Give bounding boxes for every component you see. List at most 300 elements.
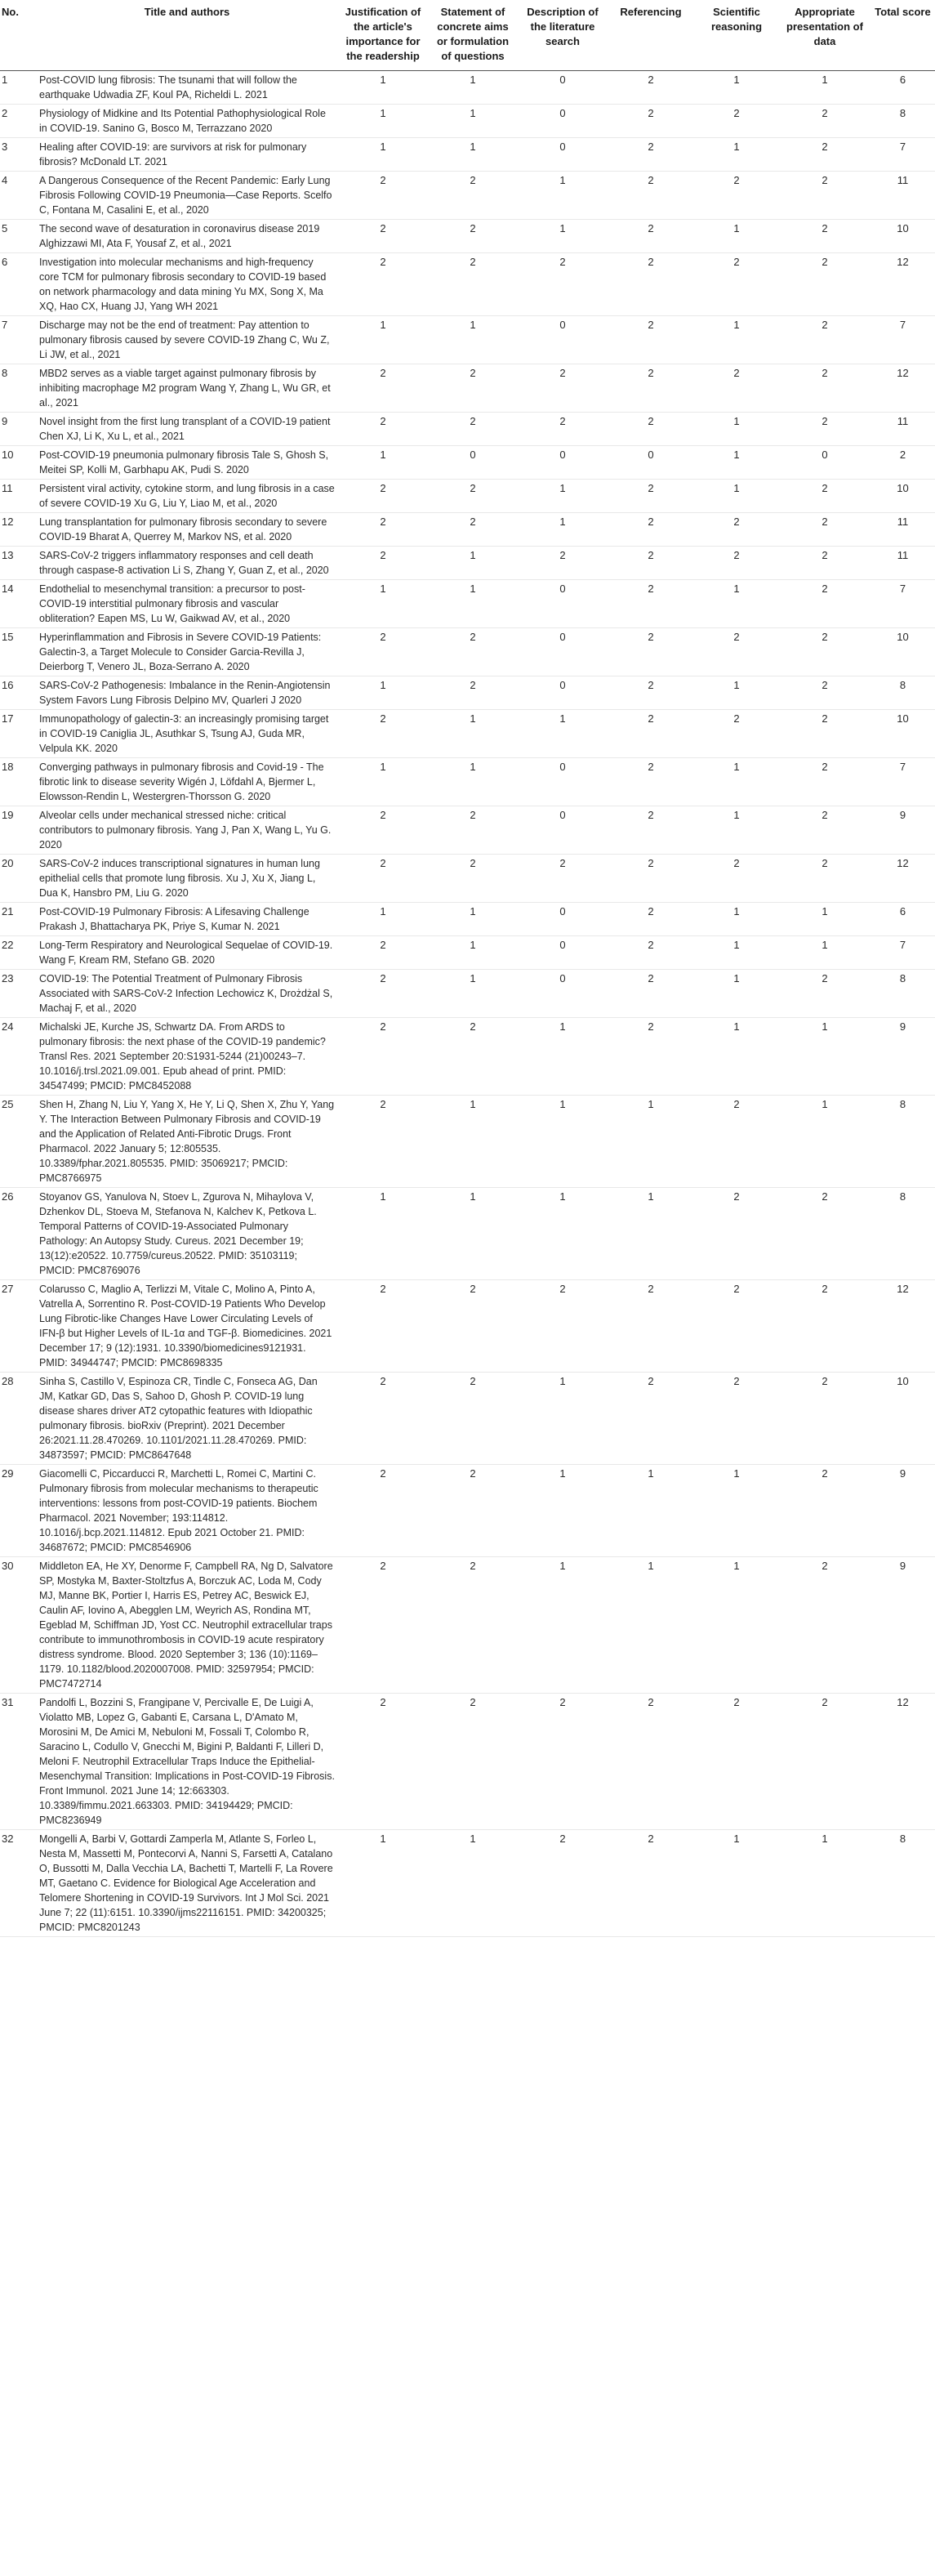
total-score: 12 <box>870 253 935 316</box>
article-title-authors: Converging pathways in pulmonary fibrosis and Covid-19 - The fibrotic link to disease severity Wigén J, Löfdahl A, Bjermer L, Elowsson-Rendin L, Westergren-Thorsson G. 2020 <box>36 758 338 806</box>
header-justification: Justification of the article's importance for the readership <box>338 0 428 71</box>
referencing-score: 2 <box>608 480 694 513</box>
referencing-score: 1 <box>608 1096 694 1188</box>
literature-score: 0 <box>518 446 608 480</box>
referencing-score: 2 <box>608 547 694 580</box>
referencing-score: 2 <box>608 513 694 547</box>
referencing-score: 2 <box>608 1280 694 1373</box>
row-number: 32 <box>0 1830 36 1937</box>
total-score: 7 <box>870 316 935 364</box>
aims-score: 1 <box>428 758 518 806</box>
row-number: 31 <box>0 1694 36 1830</box>
article-title-authors: Persistent viral activity, cytokine storm, and lung fibrosis in a case of severe COVID-19 Xu G, Liu Y, Liao M, et al., 2020 <box>36 480 338 513</box>
total-score: 7 <box>870 936 935 970</box>
presentation-score: 1 <box>779 1018 870 1096</box>
literature-score: 2 <box>518 855 608 903</box>
justification-score: 2 <box>338 220 428 253</box>
justification-score: 2 <box>338 1373 428 1465</box>
table-row <box>0 628 935 676</box>
referencing-score: 2 <box>608 970 694 1018</box>
total-score: 10 <box>870 710 935 758</box>
row-number: 12 <box>0 513 36 547</box>
justification-score: 2 <box>338 806 428 855</box>
article-title-authors: SARS-CoV-2 triggers inflammatory responses and cell death through caspase-8 activation Li S, Zhang Y, Guan Z, et al., 2020 <box>36 547 338 580</box>
total-score: 12 <box>870 364 935 413</box>
aims-score: 1 <box>428 970 518 1018</box>
referencing-score: 2 <box>608 1373 694 1465</box>
total-score: 12 <box>870 1694 935 1830</box>
presentation-score: 2 <box>779 513 870 547</box>
referencing-score: 2 <box>608 1830 694 1937</box>
scientific-score: 1 <box>694 580 779 628</box>
presentation-score: 2 <box>779 1188 870 1280</box>
aims-score: 2 <box>428 1557 518 1694</box>
justification-score: 2 <box>338 413 428 446</box>
article-title-authors: Post-COVID lung fibrosis: The tsunami that will follow the earthquake Udwadia ZF, Koul PA, Richeldi L. 2021 <box>36 71 338 105</box>
row-number: 5 <box>0 220 36 253</box>
scientific-score: 1 <box>694 806 779 855</box>
justification-score: 1 <box>338 446 428 480</box>
table-row <box>0 936 935 970</box>
total-score: 8 <box>870 1188 935 1280</box>
aims-score: 2 <box>428 172 518 220</box>
row-number: 1 <box>0 71 36 105</box>
literature-score: 0 <box>518 628 608 676</box>
article-title-authors: Long-Term Respiratory and Neurological Sequelae of COVID-19. Wang F, Kream RM, Stefano GB. 2020 <box>36 936 338 970</box>
table-row <box>0 855 935 903</box>
aims-score: 2 <box>428 1280 518 1373</box>
total-score: 11 <box>870 547 935 580</box>
table-row <box>0 172 935 220</box>
scientific-score: 1 <box>694 316 779 364</box>
table-row <box>0 1465 935 1557</box>
row-number: 3 <box>0 138 36 172</box>
justification-score: 2 <box>338 936 428 970</box>
aims-score: 1 <box>428 936 518 970</box>
header-row <box>0 0 935 71</box>
justification-score: 1 <box>338 1830 428 1937</box>
article-title-authors: A Dangerous Consequence of the Recent Pandemic: Early Lung Fibrosis Following COVID-19 Pneumonia—Case Reports. Scelfo C, Fontana M, Casalini E, et al., 2020 <box>36 172 338 220</box>
referencing-score: 2 <box>608 1018 694 1096</box>
row-number: 16 <box>0 676 36 710</box>
total-score: 9 <box>870 1465 935 1557</box>
table-row <box>0 220 935 253</box>
justification-score: 2 <box>338 480 428 513</box>
total-score: 8 <box>870 1830 935 1937</box>
presentation-score: 2 <box>779 413 870 446</box>
referencing-score: 2 <box>608 172 694 220</box>
scientific-score: 2 <box>694 1096 779 1188</box>
presentation-score: 2 <box>779 105 870 138</box>
referencing-score: 2 <box>608 220 694 253</box>
scientific-score: 2 <box>694 547 779 580</box>
total-score: 6 <box>870 71 935 105</box>
referencing-score: 1 <box>608 1188 694 1280</box>
literature-score: 0 <box>518 138 608 172</box>
literature-score: 0 <box>518 758 608 806</box>
article-title-authors: Alveolar cells under mechanical stressed niche: critical contributors to pulmonary fibrosis. Yang J, Pan X, Wang L, Yu G. 2020 <box>36 806 338 855</box>
total-score: 2 <box>870 446 935 480</box>
presentation-score: 2 <box>779 172 870 220</box>
row-number: 17 <box>0 710 36 758</box>
justification-score: 2 <box>338 1018 428 1096</box>
row-number: 22 <box>0 936 36 970</box>
aims-score: 1 <box>428 1830 518 1937</box>
table-row <box>0 253 935 316</box>
article-title-authors: Shen H, Zhang N, Liu Y, Yang X, He Y, Li Q, Shen X, Zhu Y, Yang Y. The Interaction Between Pulmonary Fibrosis and COVID-19 and the Application of Related Anti-Fibrotic Drugs. Front Pharmacol. 2022 January 5; 12:805535. 10.3389/fphar.2021.805535. PMID: 35069217; PMCID: PMC8766975 <box>36 1096 338 1188</box>
total-score: 10 <box>870 1373 935 1465</box>
literature-score: 2 <box>518 413 608 446</box>
header-aims: Statement of concrete aims or formulation of questions <box>428 0 518 71</box>
presentation-score: 2 <box>779 220 870 253</box>
literature-score: 1 <box>518 1096 608 1188</box>
presentation-score: 2 <box>779 710 870 758</box>
presentation-score: 2 <box>779 806 870 855</box>
justification-score: 2 <box>338 710 428 758</box>
aims-score: 1 <box>428 1188 518 1280</box>
scientific-score: 2 <box>694 710 779 758</box>
literature-score: 1 <box>518 1373 608 1465</box>
article-title-authors: Discharge may not be the end of treatment: Pay attention to pulmonary fibrosis caused by severe COVID-19 Zhang C, Wu Z, Li JW, et al., 2021 <box>36 316 338 364</box>
presentation-score: 1 <box>779 936 870 970</box>
article-title-authors: Colarusso C, Maglio A, Terlizzi M, Vitale C, Molino A, Pinto A, Vatrella A, Sorrentino R. Post-COVID-19 Patients Who Develop Lung Fibrotic-like Changes Have Lower Circulating Levels of IFN-β but Higher Levels of IL-1α and TGF-β. Biomedicines. 2021 December 17; 9 (12):1931. 10.3390/biomedicines9121931. PMID: 34944747; PMCID: PMC8698335 <box>36 1280 338 1373</box>
justification-score: 1 <box>338 1188 428 1280</box>
aims-score: 2 <box>428 253 518 316</box>
presentation-score: 2 <box>779 580 870 628</box>
article-title-authors: Middleton EA, He XY, Denorme F, Campbell RA, Ng D, Salvatore SP, Mostyka M, Baxter-Stoltzfus A, Borczuk AC, Loda M, Cody MJ, Manne BK, Portier I, Harris ES, Petrey AC, Beswick EJ, Caulin AF, Iovino A, Abegglen LM, Weyrich AS, Rondina MT, Egeblad M, Schiffman JD, Yost CC. Neutrophil extracellular traps contribute to immunothrombosis in COVID-19 acute respiratory distress syndrome. Blood. 2020 September 3; 136 (10):1169–1179. 10.1182/blood.2020007008. PMID: 32597954; PMCID: PMC7472714 <box>36 1557 338 1694</box>
article-title-authors: Hyperinflammation and Fibrosis in Severe COVID-19 Patients: Galectin-3, a Target Molecule to Consider Garcia-Revilla J, Deierborg T, Venero JL, Boza-Serrano A. 2020 <box>36 628 338 676</box>
total-score: 10 <box>870 480 935 513</box>
scientific-score: 1 <box>694 1557 779 1694</box>
scientific-score: 2 <box>694 105 779 138</box>
aims-score: 2 <box>428 855 518 903</box>
referencing-score: 2 <box>608 710 694 758</box>
article-title-authors: Giacomelli C, Piccarducci R, Marchetti L, Romei C, Martini C. Pulmonary fibrosis from molecular mechanisms to therapeutic interventions: lessons from post-COVID-19 patients. Biochem Pharmacol. 2021 November; 193:114812. 10.1016/j.bcp.2021.114812. Epub 2021 October 21. PMID: 34687672; PMCID: PMC8546906 <box>36 1465 338 1557</box>
justification-score: 2 <box>338 253 428 316</box>
referencing-score: 2 <box>608 413 694 446</box>
aims-score: 1 <box>428 1096 518 1188</box>
total-score: 8 <box>870 1096 935 1188</box>
referencing-score: 2 <box>608 758 694 806</box>
scientific-score: 1 <box>694 220 779 253</box>
scientific-score: 1 <box>694 71 779 105</box>
literature-score: 0 <box>518 676 608 710</box>
presentation-score: 0 <box>779 446 870 480</box>
scientific-score: 2 <box>694 172 779 220</box>
literature-score: 0 <box>518 580 608 628</box>
aims-score: 2 <box>428 220 518 253</box>
literature-score: 1 <box>518 480 608 513</box>
header-presentation: Appropriate presentation of data <box>779 0 870 71</box>
header-total: Total score <box>870 0 935 71</box>
justification-score: 2 <box>338 1465 428 1557</box>
presentation-score: 1 <box>779 71 870 105</box>
literature-score: 1 <box>518 1465 608 1557</box>
article-title-authors: MBD2 serves as a viable target against pulmonary fibrosis by inhibiting macrophage M2 program Wang Y, Zhang L, Wu GR, et al., 2021 <box>36 364 338 413</box>
justification-score: 2 <box>338 1557 428 1694</box>
total-score: 7 <box>870 758 935 806</box>
scientific-score: 2 <box>694 1280 779 1373</box>
article-title-authors: Sinha S, Castillo V, Espinoza CR, Tindle C, Fonseca AG, Dan JM, Katkar GD, Das S, Sahoo D, Ghosh P. COVID-19 lung disease shares driver AT2 cytopathic features with Idiopathic pulmonary fibrosis. bioRxiv (Preprint). 2021 December 26:2021.11.28.470269. 10.1101/2021.11.28.470269. PMID: 34873597; PMCID: PMC8647648 <box>36 1373 338 1465</box>
referencing-score: 1 <box>608 1465 694 1557</box>
referencing-score: 2 <box>608 138 694 172</box>
literature-score: 1 <box>518 1018 608 1096</box>
aims-score: 2 <box>428 413 518 446</box>
literature-score: 1 <box>518 220 608 253</box>
referencing-score: 2 <box>608 71 694 105</box>
total-score: 9 <box>870 1557 935 1694</box>
table-row <box>0 1018 935 1096</box>
justification-score: 2 <box>338 628 428 676</box>
header-scientific: Scientific reasoning <box>694 0 779 71</box>
table-row <box>0 513 935 547</box>
aims-score: 1 <box>428 71 518 105</box>
article-title-authors: Mongelli A, Barbi V, Gottardi Zamperla M, Atlante S, Forleo L, Nesta M, Massetti M, Pontecorvi A, Nanni S, Farsetti A, Catalano O, Bussotti M, Dalla Vecchia LA, Bachetti T, Martelli F, La Rovere MT, Gaetano C. Evidence for Biological Age Acceleration and Telomere Shortening in COVID-19 Survivors. Int J Mol Sci. 2021 June 7; 22 (11):6151. 10.3390/ijms22116151. PMID: 34200325; PMCID: PMC8201243 <box>36 1830 338 1937</box>
total-score: 12 <box>870 1280 935 1373</box>
article-title-authors: COVID-19: The Potential Treatment of Pulmonary Fibrosis Associated with SARS-CoV-2 Infection Lechowicz K, Drożdżal S, Machaj F, et al., 2020 <box>36 970 338 1018</box>
row-number: 30 <box>0 1557 36 1694</box>
aims-score: 1 <box>428 138 518 172</box>
literature-score: 2 <box>518 364 608 413</box>
article-title-authors: Lung transplantation for pulmonary fibrosis secondary to severe COVID-19 Bharat A, Querrey M, Markov NS, et al. 2020 <box>36 513 338 547</box>
scientific-score: 2 <box>694 855 779 903</box>
literature-score: 1 <box>518 172 608 220</box>
justification-score: 1 <box>338 676 428 710</box>
scientific-score: 2 <box>694 1188 779 1280</box>
presentation-score: 2 <box>779 1280 870 1373</box>
table-row <box>0 903 935 936</box>
row-number: 18 <box>0 758 36 806</box>
justification-score: 2 <box>338 1280 428 1373</box>
aims-score: 2 <box>428 364 518 413</box>
scientific-score: 1 <box>694 446 779 480</box>
literature-score: 1 <box>518 1557 608 1694</box>
literature-score: 0 <box>518 316 608 364</box>
scientific-score: 2 <box>694 1373 779 1465</box>
table-row <box>0 1280 935 1373</box>
row-number: 21 <box>0 903 36 936</box>
aims-score: 2 <box>428 480 518 513</box>
row-number: 8 <box>0 364 36 413</box>
total-score: 9 <box>870 1018 935 1096</box>
literature-score: 1 <box>518 1188 608 1280</box>
total-score: 7 <box>870 138 935 172</box>
presentation-score: 1 <box>779 903 870 936</box>
justification-score: 1 <box>338 580 428 628</box>
row-number: 24 <box>0 1018 36 1096</box>
aims-score: 1 <box>428 903 518 936</box>
presentation-score: 2 <box>779 364 870 413</box>
total-score: 9 <box>870 806 935 855</box>
header-no: No. <box>0 0 36 71</box>
referencing-score: 2 <box>608 580 694 628</box>
row-number: 28 <box>0 1373 36 1465</box>
article-title-authors: Michalski JE, Kurche JS, Schwartz DA. From ARDS to pulmonary fibrosis: the next phase of the COVID-19 pandemic? Transl Res. 2021 September 20:S1931-5244 (21)00243–7. 10.1016/j.trsl.2021.09.001. Epub ahead of print. PMID: 34547499; PMCID: PMC8452088 <box>36 1018 338 1096</box>
row-number: 19 <box>0 806 36 855</box>
row-number: 6 <box>0 253 36 316</box>
scientific-score: 2 <box>694 253 779 316</box>
aims-score: 2 <box>428 676 518 710</box>
table-row <box>0 580 935 628</box>
scientific-score: 1 <box>694 936 779 970</box>
header-literature: Description of the literature search <box>518 0 608 71</box>
scientific-score: 2 <box>694 513 779 547</box>
referencing-score: 2 <box>608 936 694 970</box>
justification-score: 1 <box>338 105 428 138</box>
presentation-score: 2 <box>779 1557 870 1694</box>
presentation-score: 1 <box>779 1096 870 1188</box>
literature-score: 2 <box>518 547 608 580</box>
justification-score: 2 <box>338 1096 428 1188</box>
referencing-score: 2 <box>608 105 694 138</box>
justification-score: 1 <box>338 903 428 936</box>
table-row <box>0 1694 935 1830</box>
table-row <box>0 446 935 480</box>
table-row <box>0 1096 935 1188</box>
row-number: 20 <box>0 855 36 903</box>
aims-score: 2 <box>428 513 518 547</box>
table-body <box>0 71 935 1937</box>
article-title-authors: Pandolfi L, Bozzini S, Frangipane V, Percivalle E, De Luigi A, Violatto MB, Lopez G, Gabanti E, Carsana L, D'Amato M, Morosini M, De Amici M, Nebuloni M, Fossali T, Colombo R, Saracino L, Codullo V, Gnecchi M, Bigini P, Baldanti F, Lilleri D, Meloni F. Neutrophil Extracellular Traps Induce the Epithelial-Mesenchymal Transition: Implications in Post-COVID-19 Fibrosis. Front Immunol. 2021 June 14; 12:663303. 10.3389/fimmu.2021.663303. PMID: 34194429; PMCID: PMC8236949 <box>36 1694 338 1830</box>
presentation-score: 2 <box>779 480 870 513</box>
total-score: 11 <box>870 413 935 446</box>
article-title-authors: The second wave of desaturation in coronavirus disease 2019 Alghizzawi MI, Ata F, Yousaf Z, et al., 2021 <box>36 220 338 253</box>
table-row <box>0 1188 935 1280</box>
total-score: 8 <box>870 970 935 1018</box>
literature-score: 0 <box>518 71 608 105</box>
scientific-score: 1 <box>694 758 779 806</box>
table-row <box>0 413 935 446</box>
literature-score: 2 <box>518 1694 608 1830</box>
justification-score: 2 <box>338 172 428 220</box>
presentation-score: 2 <box>779 1373 870 1465</box>
literature-score: 1 <box>518 513 608 547</box>
table-row <box>0 71 935 105</box>
referencing-score: 2 <box>608 903 694 936</box>
aims-score: 1 <box>428 580 518 628</box>
presentation-score: 2 <box>779 316 870 364</box>
literature-score: 0 <box>518 903 608 936</box>
presentation-score: 2 <box>779 1694 870 1830</box>
justification-score: 1 <box>338 71 428 105</box>
scientific-score: 1 <box>694 138 779 172</box>
justification-score: 1 <box>338 138 428 172</box>
article-title-authors: Investigation into molecular mechanisms and high-frequency core TCM for pulmonary fibrosis secondary to COVID-19 based on network pharmacology and data mining Yu MX, Song X, Ma XQ, Hao CX, Huang JJ, Yang WH 2021 <box>36 253 338 316</box>
referencing-score: 1 <box>608 1557 694 1694</box>
scientific-score: 1 <box>694 1465 779 1557</box>
row-number: 14 <box>0 580 36 628</box>
row-number: 15 <box>0 628 36 676</box>
article-title-authors: Post-COVID-19 Pulmonary Fibrosis: A Lifesaving Challenge Prakash J, Bhattacharya PK, Priye S, Kumar N. 2021 <box>36 903 338 936</box>
table-row <box>0 1830 935 1937</box>
table-row <box>0 1373 935 1465</box>
row-number: 27 <box>0 1280 36 1373</box>
row-number: 4 <box>0 172 36 220</box>
article-title-authors: SARS-CoV-2 Pathogenesis: Imbalance in the Renin-Angiotensin System Favors Lung Fibrosis Delpino MV, Quarleri J 2020 <box>36 676 338 710</box>
literature-score: 0 <box>518 105 608 138</box>
aims-score: 1 <box>428 710 518 758</box>
referencing-score: 2 <box>608 1694 694 1830</box>
table-row <box>0 316 935 364</box>
table-row <box>0 806 935 855</box>
scientific-score: 2 <box>694 364 779 413</box>
literature-score: 2 <box>518 1830 608 1937</box>
article-title-authors: Novel insight from the first lung transplant of a COVID-19 patient Chen XJ, Li K, Xu L, et al., 2021 <box>36 413 338 446</box>
table-row <box>0 970 935 1018</box>
table-row <box>0 547 935 580</box>
scientific-score: 1 <box>694 1830 779 1937</box>
row-number: 13 <box>0 547 36 580</box>
referencing-score: 2 <box>608 364 694 413</box>
table-row <box>0 1557 935 1694</box>
scientific-score: 1 <box>694 1018 779 1096</box>
article-title-authors: Physiology of Midkine and Its Potential Pathophysiological Role in COVID-19. Sanino G, Bosco M, Terrazzano 2020 <box>36 105 338 138</box>
table-row <box>0 138 935 172</box>
scientific-score: 2 <box>694 1694 779 1830</box>
scientific-score: 1 <box>694 480 779 513</box>
aims-score: 2 <box>428 1018 518 1096</box>
aims-score: 2 <box>428 1373 518 1465</box>
row-number: 7 <box>0 316 36 364</box>
aims-score: 2 <box>428 1694 518 1830</box>
referencing-score: 0 <box>608 446 694 480</box>
article-title-authors: Immunopathology of galectin-3: an increasingly promising target in COVID-19 Caniglia JL, Asuthkar S, Tsung AJ, Guda MR, Velpula KK. 2020 <box>36 710 338 758</box>
total-score: 10 <box>870 628 935 676</box>
table-row <box>0 758 935 806</box>
total-score: 6 <box>870 903 935 936</box>
literature-score: 0 <box>518 806 608 855</box>
literature-score: 2 <box>518 1280 608 1373</box>
row-number: 10 <box>0 446 36 480</box>
aims-score: 2 <box>428 806 518 855</box>
presentation-score: 2 <box>779 547 870 580</box>
table-row <box>0 480 935 513</box>
table-row <box>0 676 935 710</box>
article-title-authors: Healing after COVID-19: are survivors at risk for pulmonary fibrosis? McDonald LT. 2021 <box>36 138 338 172</box>
aims-score: 1 <box>428 547 518 580</box>
aims-score: 1 <box>428 105 518 138</box>
table-row <box>0 710 935 758</box>
scientific-score: 1 <box>694 970 779 1018</box>
presentation-score: 2 <box>779 676 870 710</box>
justification-score: 2 <box>338 970 428 1018</box>
presentation-score: 1 <box>779 1830 870 1937</box>
referencing-score: 2 <box>608 676 694 710</box>
row-number: 9 <box>0 413 36 446</box>
row-number: 26 <box>0 1188 36 1280</box>
justification-score: 2 <box>338 1694 428 1830</box>
justification-score: 2 <box>338 513 428 547</box>
presentation-score: 2 <box>779 855 870 903</box>
total-score: 8 <box>870 676 935 710</box>
total-score: 11 <box>870 172 935 220</box>
article-title-authors: Endothelial to mesenchymal transition: a precursor to post-COVID-19 interstitial pulmonary fibrosis and vascular obliteration? Eapen MS, Lu W, Gaikwad AV, et al., 2020 <box>36 580 338 628</box>
scientific-score: 1 <box>694 676 779 710</box>
table-row <box>0 105 935 138</box>
total-score: 12 <box>870 855 935 903</box>
presentation-score: 2 <box>779 970 870 1018</box>
row-number: 25 <box>0 1096 36 1188</box>
aims-score: 2 <box>428 628 518 676</box>
literature-score: 0 <box>518 936 608 970</box>
article-title-authors: Stoyanov GS, Yanulova N, Stoev L, Zgurova N, Mihaylova V, Dzhenkov DL, Stoeva M, Stefanova N, Kalchev K, Petkova L. Temporal Patterns of COVID-19-Associated Pulmonary Pathology: An Autopsy Study. Cureus. 2021 December 19; 13(12):e20522. 10.7759/cureus.20522. PMID: 35103119; PMCID: PMC8769076 <box>36 1188 338 1280</box>
presentation-score: 2 <box>779 628 870 676</box>
presentation-score: 2 <box>779 758 870 806</box>
aims-score: 1 <box>428 316 518 364</box>
row-number: 29 <box>0 1465 36 1557</box>
header-referencing: Referencing <box>608 0 694 71</box>
justification-score: 2 <box>338 364 428 413</box>
